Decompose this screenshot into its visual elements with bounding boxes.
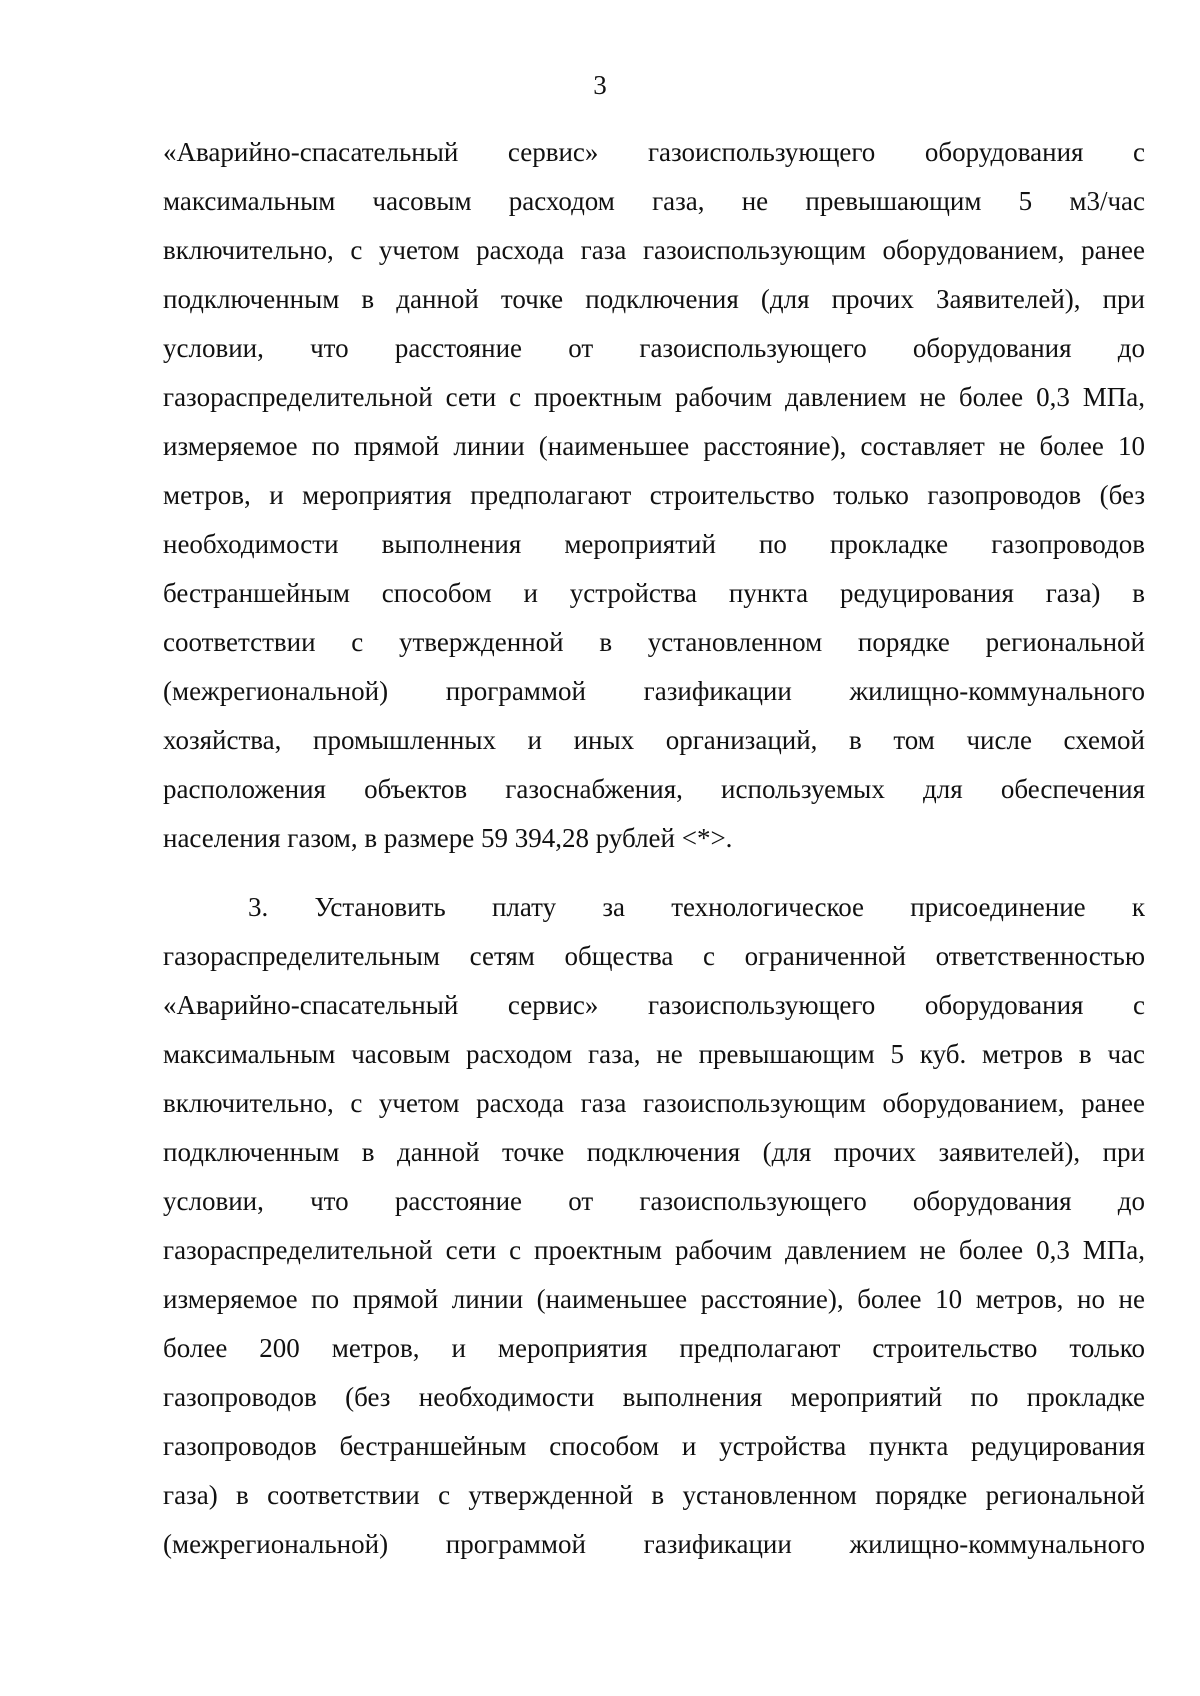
text-line: условии, что расстояние от газоиспользующего оборудования до: [163, 1186, 1145, 1216]
text-line: газа) в соответствии с утвержденной в установленном порядке региональной: [163, 1480, 1145, 1510]
text-line: 3. Установить плату за технологическое присоединение к: [248, 892, 1145, 922]
paragraph-3: [163, 883, 1145, 1569]
text-line: подключенным в данной точке подключения (для прочих заявителей), при: [163, 1137, 1145, 1167]
text-line: измеряемое по прямой линии (наименьшее расстояние), составляет не более 10: [163, 431, 1145, 461]
text-line: более 200 метров, и мероприятия предполагают строительство только: [163, 1333, 1145, 1363]
text-line: газопроводов бестраншейным способом и устройства пункта редуцирования: [163, 1431, 1145, 1461]
text-line: максимальным часовым расходом газа, не превышающим 5 м3/час: [163, 186, 1145, 216]
text-line: «Аварийно-спасательный сервис» газоиспользующего оборудования с: [163, 137, 1145, 167]
text-line: «Аварийно-спасательный сервис» газоиспользующего оборудования с: [163, 990, 1145, 1020]
text-line: газораспределительным сетям общества с ограниченной ответственностью: [163, 941, 1145, 971]
text-line: необходимости выполнения мероприятий по прокладке газопроводов: [163, 529, 1145, 559]
text-line: включительно, с учетом расхода газа газоиспользующим оборудованием, ранее: [163, 1088, 1145, 1118]
text-line: хозяйства, промышленных и иных организаций, в том числе схемой: [163, 725, 1145, 755]
text-line: максимальным часовым расходом газа, не превышающим 5 куб. метров в час: [163, 1039, 1145, 1069]
paragraph-2-continuation: [163, 128, 1145, 863]
text-line: газопроводов (без необходимости выполнения мероприятий по прокладке: [163, 1382, 1145, 1412]
page-number: 3: [593, 70, 607, 100]
text-line: метров, и мероприятия предполагают строительство только газопроводов (без: [163, 480, 1145, 510]
text-line: условии, что расстояние от газоиспользующего оборудования до: [163, 333, 1145, 363]
text-line: измеряемое по прямой линии (наименьшее расстояние), более 10 метров, но не: [163, 1284, 1145, 1314]
text-line: населения газом, в размере 59 394,28 рублей <*>.: [163, 823, 733, 853]
text-line: газораспределительной сети с проектным рабочим давлением не более 0,3 МПа,: [163, 1235, 1145, 1265]
text-line: подключенным в данной точке подключения (для прочих Заявителей), при: [163, 284, 1145, 314]
text-line: бестраншейным способом и устройства пункта редуцирования газа) в: [163, 578, 1145, 608]
text-line: включительно, с учетом расхода газа газоиспользующим оборудованием, ранее: [163, 235, 1145, 265]
text-line: соответствии с утвержденной в установленном порядке региональной: [163, 627, 1145, 657]
text-line: газораспределительной сети с проектным рабочим давлением не более 0,3 МПа,: [163, 382, 1145, 412]
text-line: (межрегиональной) программой газификации жилищно-коммунального: [163, 676, 1145, 706]
text-line: (межрегиональной) программой газификации жилищно-коммунального: [163, 1529, 1145, 1559]
text-line: расположения объектов газоснабжения, используемых для обеспечения: [163, 774, 1145, 804]
